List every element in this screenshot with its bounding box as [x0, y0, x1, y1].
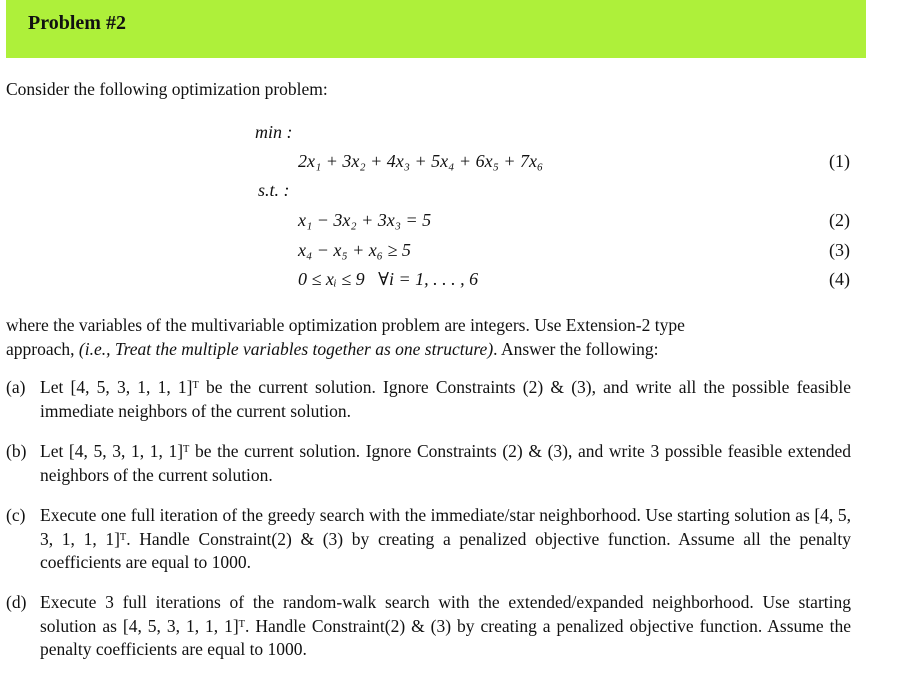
paragraph-line-2-end: . Answer the following:	[493, 339, 659, 359]
paragraph-line-1: where the variables of the multivariable optimization problem are integers. Use Extension-2 type	[6, 315, 685, 335]
objective-function: 2x₁ + 3x₂ + 4x₃ + 5x₄ + 6x₅ + 7x₆	[298, 151, 544, 171]
problem-title: Problem #2	[28, 12, 126, 34]
st-label: s.t. :	[258, 180, 290, 200]
min-label: min :	[255, 122, 293, 142]
constraint-4: 0 ≤ xᵢ ≤ 9 ∀i = 1, . . . , 6	[298, 269, 479, 289]
intro-text: Consider the following optimization problem:	[6, 79, 328, 99]
equation-number-1: (1)	[829, 151, 850, 171]
question-c	[6, 504, 851, 575]
question-b-label: (b)	[6, 441, 27, 461]
paragraph-line-2	[6, 337, 658, 361]
question-a	[6, 376, 851, 423]
constraint-3: x₄ − x₅ + x₆ ≥ 5	[298, 240, 411, 260]
question-d-label: (d)	[6, 592, 27, 612]
question-b-text: Let [4, 5, 3, 1, 1, 1]ᵀ be the current solution. Ignore Constraints (2) & (3), and write 3 possible feasible extended neighbors of the current solution.	[40, 441, 851, 485]
question-c-text: Execute one full iteration of the greedy search with the immediate/star neighborhood. Use starting solution as [4, 5, 3, 1, 1, 1]ᵀ. Handle Constraint(2) & (3) by creating a penalized objective function. Assume all the penalty coefficients are equal to 1000.	[40, 505, 851, 572]
question-a-label: (a)	[6, 377, 26, 397]
constraint-2: x₁ − 3x₂ + 3x₃ = 5	[298, 210, 432, 230]
question-d-text: Execute 3 full iterations of the random-walk search with the extended/expanded neighborhood. Use starting solution as [4, 5, 3, 1, 1, 1]ᵀ. Handle Constraint(2) & (3) by creating a penalized objective function. Assume the penalty coefficients are equal to 1000.	[40, 592, 851, 659]
question-b	[6, 440, 851, 487]
question-a-text: Let [4, 5, 3, 1, 1, 1]ᵀ be the current solution. Ignore Constraints (2) & (3), and write all the possible feasible immediate neighbors of the current solution.	[40, 377, 851, 421]
paragraph-line-2-italic: (i.e., Treat the multiple variables together as one structure)	[78, 339, 494, 359]
equation-number-4: (4)	[829, 269, 850, 289]
equation-number-2: (2)	[829, 210, 850, 230]
problem-header	[6, 0, 866, 58]
paragraph-line-2-start: approach,	[6, 339, 79, 359]
question-d	[6, 591, 851, 662]
question-c-label: (c)	[6, 505, 26, 525]
equation-number-3: (3)	[829, 240, 850, 260]
